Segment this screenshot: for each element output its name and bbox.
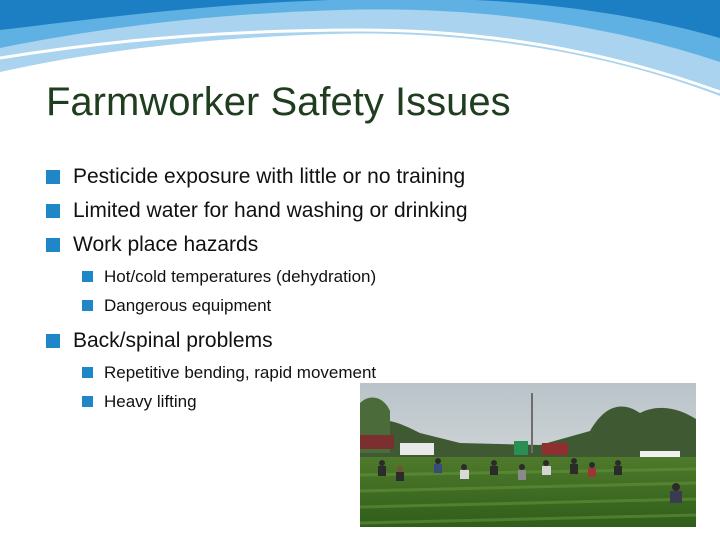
square-bullet-icon <box>46 238 60 252</box>
sub-bullet-text: Dangerous equipment <box>104 296 272 315</box>
bullet-item <box>46 160 666 194</box>
bullet-text: Pesticide exposure with little or no training <box>73 165 466 188</box>
square-bullet-icon <box>82 396 93 407</box>
sub-bullet-text: Repetitive bending, rapid movement <box>104 363 377 382</box>
sub-bullet-item <box>82 262 666 291</box>
bullet-text: Limited water for hand washing or drinking <box>73 199 468 222</box>
square-bullet-icon <box>82 367 93 378</box>
farm-field-photo <box>360 383 696 527</box>
slide-title: Farmworker Safety Issues <box>46 80 511 124</box>
square-bullet-icon <box>82 300 93 311</box>
bullet-item <box>46 194 666 228</box>
sub-bullet-text: Heavy lifting <box>104 392 197 411</box>
sub-bullet-item <box>82 291 666 320</box>
square-bullet-icon <box>46 170 60 184</box>
square-bullet-icon <box>46 334 60 348</box>
bullet-text: Work place hazards <box>73 233 259 256</box>
bullet-text: Back/spinal problems <box>73 329 273 352</box>
sub-bullet-text: Hot/cold temperatures (dehydration) <box>104 267 377 286</box>
bullet-item <box>46 228 666 262</box>
square-bullet-icon <box>82 271 93 282</box>
bullet-list <box>46 160 666 416</box>
bullet-item <box>46 324 666 358</box>
square-bullet-icon <box>46 204 60 218</box>
